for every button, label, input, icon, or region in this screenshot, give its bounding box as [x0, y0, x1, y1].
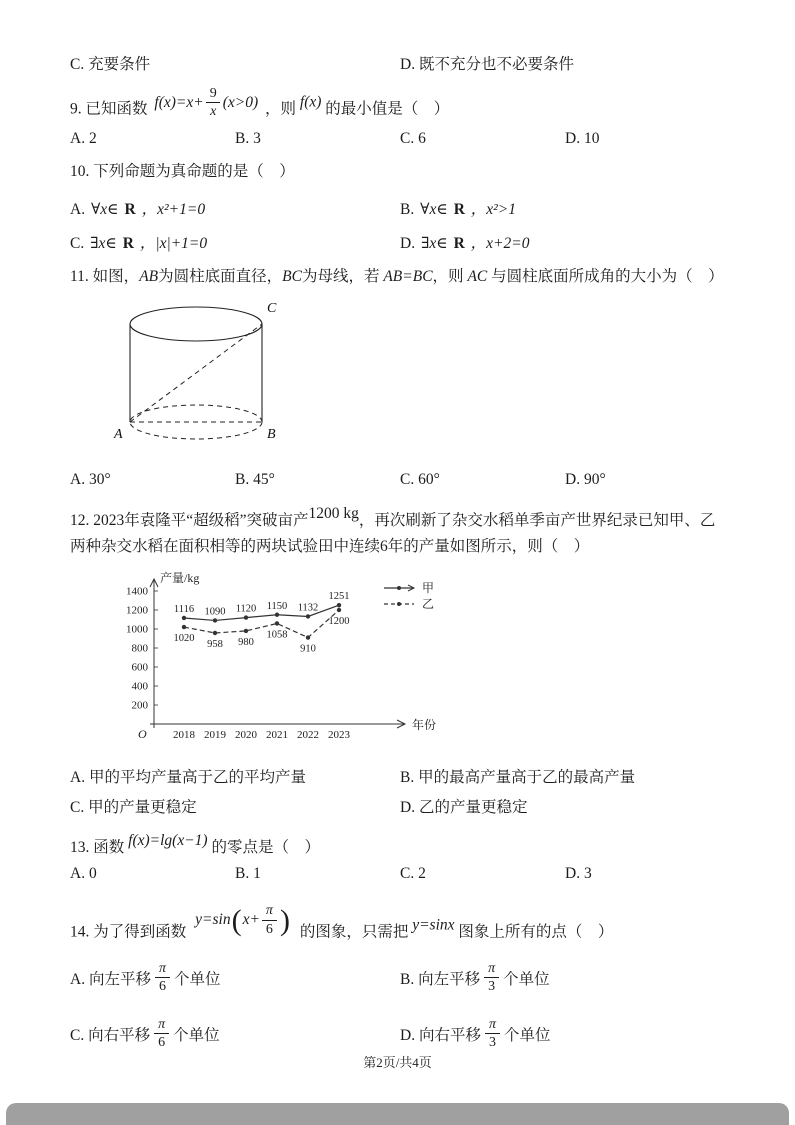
svg-text:2020: 2020 [235, 729, 257, 742]
q14-sinx: y=sinx [412, 916, 455, 934]
svg-text:1150: 1150 [266, 601, 288, 613]
segment-ac-line [130, 324, 262, 422]
q9-lead: 9. 已知函数 [70, 100, 148, 118]
q8-options-row [70, 52, 729, 74]
q11-seg4: ，则 [432, 267, 464, 285]
next-page-edge [6, 1103, 789, 1125]
q10-option-a-post: ，x²+1=0 [141, 200, 206, 218]
q10-option-c-label: C. [70, 234, 85, 252]
svg-text:2019: 2019 [204, 729, 226, 742]
q11-options-row [70, 471, 729, 489]
q14-option-c-pre: C. 向右平移 [70, 1026, 151, 1044]
q13-option-d: D. 3 [565, 865, 592, 883]
q14-option-a-post: 个单位 [173, 970, 221, 988]
chart-series-0 [174, 592, 350, 623]
q12-option-c: C. 甲的产量更稳定 [70, 799, 197, 817]
q13-tail: 的零点是（ ） [211, 839, 320, 857]
svg-text:2023: 2023 [328, 729, 350, 742]
q10-option-a-set: R [124, 200, 136, 218]
q14-option-a-pre: A. 向左平移 [70, 970, 151, 988]
q11-option-a: A. 30° [70, 470, 111, 488]
q9-option-c: C. 6 [400, 130, 426, 148]
q12-yield-value: 1200 kg [308, 504, 359, 522]
q12-options-row-1 [70, 765, 729, 787]
q13-options-row [70, 865, 729, 883]
q14-options-row-1 [70, 954, 729, 1002]
svg-text:1090: 1090 [204, 606, 226, 618]
q14-option-a-den: 6 [155, 977, 170, 994]
q9-option-b: B. 3 [235, 130, 261, 148]
q12-line-chart [96, 564, 476, 752]
cylinder-figure [76, 296, 326, 462]
q12-rest: ，再次刷新了杂交水稻单季亩产世界纪录已知甲、乙两种杂交水稻在面积相等的两块试验田中连续6年的产量如图所示，则（ ） [70, 511, 716, 556]
svg-text:1132: 1132 [297, 602, 319, 614]
svg-text:980: 980 [238, 637, 254, 649]
svg-text:1000: 1000 [126, 623, 148, 636]
point-a-label: A [114, 426, 123, 442]
q9-mid: ，则 [265, 100, 297, 118]
q14-fraction-denominator: 6 [262, 920, 277, 937]
q11-figure-wrap [76, 296, 729, 467]
q14-formula [195, 903, 291, 937]
q14-option-b-fraction [484, 961, 499, 995]
cylinder-top-ellipse [130, 307, 262, 341]
q10-option-c-post: ，|x|+1=0 [139, 234, 208, 252]
q10-option-d-pre: ∃x∈ [420, 234, 448, 252]
q10-options-row-2 [70, 231, 729, 253]
q10-option-b-set: R [453, 200, 465, 218]
svg-text:1200: 1200 [126, 604, 148, 617]
q11-seg5: 与圆柱底面所成角的大小为（ ） [491, 267, 724, 285]
q9-tail: 的最小值是（ ） [325, 100, 450, 118]
q10-option-b-label: B. [400, 200, 415, 218]
svg-text:1200: 1200 [328, 616, 350, 628]
question-11-stem [70, 265, 729, 290]
q11-option-d: D. 90° [565, 470, 606, 488]
q13-option-c: C. 2 [400, 865, 426, 883]
point-b-label: B [267, 426, 276, 442]
q9-formula-left: f(x)=x+ [154, 93, 204, 111]
q10-option-c-pre: ∃x∈ [90, 234, 117, 252]
q14-option-a-fraction [155, 961, 170, 995]
q14-fraction [262, 903, 277, 937]
q10-option-d-label: D. [400, 234, 416, 252]
q14-option-b [400, 954, 729, 1002]
q14-option-d [400, 1010, 729, 1058]
q10-option-d-set: R [453, 234, 465, 252]
q14-option-a-num: π [158, 960, 166, 976]
q14-option-b-den: 3 [484, 977, 499, 994]
q11-option-c: C. 60° [400, 470, 440, 488]
q12-options-row-2 [70, 795, 729, 817]
svg-text:2022: 2022 [297, 729, 319, 742]
question-12-stem [70, 501, 729, 561]
q14-option-b-num: π [488, 960, 496, 976]
q13-option-a: A. 0 [70, 865, 97, 883]
q10-option-a [70, 197, 400, 219]
q12-option-b: B. 甲的最高产量高于乙的最高产量 [400, 769, 636, 787]
right-paren: ) [279, 903, 290, 937]
q10-option-d [400, 231, 729, 253]
q14-options-row-2 [70, 1010, 729, 1058]
svg-text:800: 800 [131, 642, 148, 655]
q14-option-d-den: 3 [485, 1033, 500, 1050]
q12-option-a: A. 甲的平均产量高于乙的平均产量 [70, 769, 306, 787]
q13-formula: f(x)=lg(x−1) [128, 832, 208, 850]
q10-options-row-1 [70, 197, 729, 219]
q10-option-d-post: ，x+2=0 [470, 234, 530, 252]
q9-fraction-numerator: 9 [209, 86, 217, 101]
q14-fraction-numerator: π [265, 903, 273, 919]
q14-option-a [70, 954, 400, 1002]
q14-option-d-post: 个单位 [503, 1026, 551, 1044]
q11-math-ac: AC [467, 267, 488, 285]
q10-option-a-label: A. [70, 200, 86, 218]
svg-text:2018: 2018 [173, 729, 195, 742]
q10-option-c [70, 231, 400, 253]
svg-text:O: O [138, 727, 147, 742]
q14-option-b-post: 个单位 [503, 970, 550, 988]
q11-seg2: 为圆柱底面直径， [158, 267, 283, 285]
svg-text:600: 600 [131, 661, 148, 674]
q8-option-d: D. 既不充分也不必要条件 [400, 56, 574, 73]
svg-text:产量/kg: 产量/kg [160, 571, 200, 586]
svg-text:2021: 2021 [266, 729, 288, 742]
svg-text:1116: 1116 [173, 604, 195, 616]
page-footer [0, 1052, 795, 1071]
q11-seg3: 为母线，若 [301, 267, 380, 285]
q14-option-c-post: 个单位 [173, 1026, 220, 1044]
q9-fraction [206, 86, 221, 120]
question-13-stem [70, 829, 729, 861]
svg-text:1400: 1400 [126, 585, 148, 598]
q9-fx: f(x) [299, 93, 322, 111]
q12-lead: 12. 2023年袁隆平“超级稻”突破亩产 [70, 511, 309, 529]
q10-option-b-pre: ∀x∈ [420, 200, 448, 218]
q8-option-c: C. 充要条件 [70, 56, 151, 73]
q14-option-c-fraction [154, 1017, 169, 1051]
q10-option-b [400, 197, 729, 219]
chart-series-1 [174, 608, 350, 655]
q14-formula-left: y=sin [195, 910, 231, 928]
svg-text:乙: 乙 [422, 597, 435, 612]
q14-formula-inner: x+ [242, 910, 260, 928]
svg-text:甲: 甲 [422, 581, 435, 596]
svg-text:910: 910 [300, 643, 316, 655]
q14-option-c-num: π [158, 1016, 166, 1032]
q14-option-d-fraction [485, 1017, 500, 1051]
q9-formula [154, 86, 258, 120]
svg-text:200: 200 [131, 699, 148, 712]
q9-options-row [70, 130, 729, 148]
q11-option-b: B. 45° [235, 470, 275, 488]
svg-text:1058: 1058 [266, 629, 288, 641]
q14-option-d-num: π [488, 1016, 496, 1032]
q14-option-c-den: 6 [154, 1033, 169, 1050]
q9-formula-right: (x>0) [222, 93, 259, 111]
q9-option-a: A. 2 [70, 130, 97, 148]
q9-option-d: D. 10 [565, 130, 600, 148]
q10-option-b-post: ，x²>1 [470, 200, 517, 218]
svg-text:1020: 1020 [173, 633, 195, 645]
q11-math-ab: AB [139, 267, 159, 285]
q10-option-c-set: R [122, 234, 134, 252]
q10-title: 10. 下列命题为真命题的是（ ） [70, 163, 295, 181]
question-10-stem [70, 160, 729, 185]
question-9-stem [70, 86, 729, 126]
q11-math-abbc: AB=BC [383, 267, 433, 285]
q12-chart-wrap [96, 564, 729, 757]
point-c-label: C [267, 300, 277, 316]
svg-text:1120: 1120 [235, 604, 257, 616]
q14-option-b-pre: B. 向左平移 [400, 970, 481, 988]
q13-option-b: B. 1 [235, 865, 261, 883]
q14-mid: 的图象，只需把 [299, 923, 409, 941]
q11-math-bc: BC [282, 267, 302, 285]
q14-tail: 图象上所有的点（ ） [458, 923, 614, 941]
q9-fraction-denominator: x [206, 102, 220, 119]
svg-text:1251: 1251 [328, 591, 350, 603]
svg-text:年份: 年份 [412, 718, 437, 733]
q14-option-d-pre: D. 向右平移 [400, 1026, 481, 1044]
svg-text:400: 400 [131, 680, 148, 693]
q13-lead: 13. 函数 [70, 839, 125, 857]
left-paren: ( [231, 903, 242, 937]
q11-seg1: 11. 如图， [70, 267, 140, 285]
q14-lead: 14. 为了得到函数 [70, 923, 187, 941]
q10-option-a-pre: ∀x∈ [90, 200, 119, 218]
question-14-stem [70, 903, 729, 945]
q14-option-c [70, 1010, 400, 1058]
svg-text:958: 958 [207, 639, 223, 651]
page-number-label: 第2页/共4页 [363, 1055, 432, 1070]
q12-option-d: D. 乙的产量更稳定 [400, 799, 528, 817]
